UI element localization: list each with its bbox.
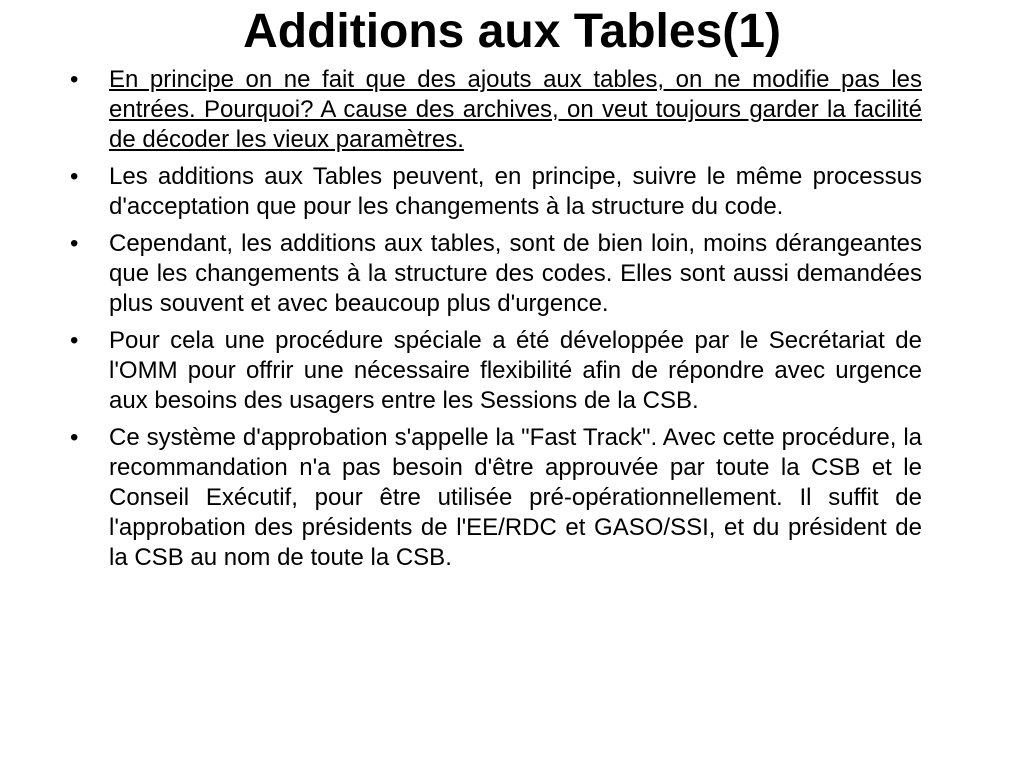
bullet-text: En principe on ne fait que des ajouts aux tables, on ne modifie pas les entrées. Pourquoi? A cause des archives, on veut toujours garder la facilité de décoder les vieux paramètres. <box>109 66 922 153</box>
bullet-list <box>70 65 922 580</box>
slide-title: Additions aux Tables(1) <box>243 5 781 58</box>
bullet-item <box>70 326 922 416</box>
bullet-item <box>70 423 922 573</box>
bullet-marker: • <box>70 327 79 354</box>
bullet-text: Ce système d'approbation s'appelle la "Fast Track". Avec cette procédure, la recommandation n'a pas besoin d'être approuvée par toute la CSB et le Conseil Exécutif, pour être utilisée pré-opérationnellement. Il suffit de l'approbation des présidents de l'EE/RDC et GASO/SSI, et du président de la CSB au nom de toute la CSB. <box>109 424 922 571</box>
bullet-text: Pour cela une procédure spéciale a été développée par le Secrétariat de l'OMM pour offrir une nécessaire flexibilité afin de répondre avec urgence aux besoins des usagers entre les Sessions de la CSB. <box>109 327 922 414</box>
bullet-item <box>70 162 922 222</box>
bullet-marker: • <box>70 66 79 93</box>
bullet-text: Cependant, les additions aux tables, sont de bien loin, moins dérangeantes que les changements à la structure des codes. Elles sont aussi demandées plus souvent et avec beaucoup plus d'urgence. <box>109 230 922 317</box>
bullet-text: Les additions aux Tables peuvent, en principe, suivre le même processus d'acceptation que pour les changements à la structure du code. <box>109 163 922 220</box>
bullet-marker: • <box>70 424 79 451</box>
bullet-item <box>70 229 922 319</box>
bullet-item <box>70 65 922 155</box>
bullet-marker: • <box>70 163 79 190</box>
bullet-marker: • <box>70 230 79 257</box>
